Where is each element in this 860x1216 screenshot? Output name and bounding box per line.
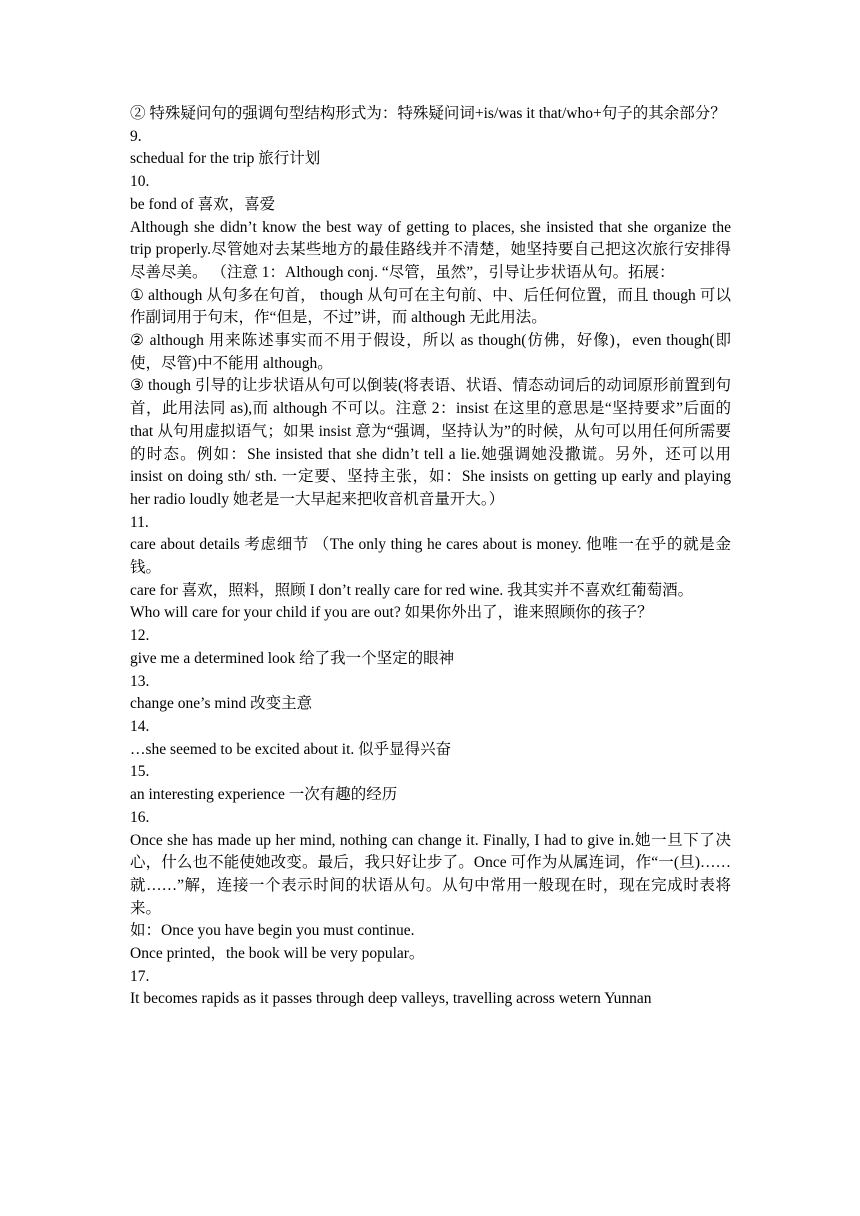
paragraph-emphatic-question: ② 特殊疑问句的强调句型结构形式为：特殊疑问词+is/was it that/who+句子的其余部分？ bbox=[130, 105, 726, 122]
vocab-seemed-excited: …she seemed to be excited about it. 似乎显得兴奋 bbox=[130, 740, 452, 758]
paragraph-once-mind: Once she has made up her mind, nothing can change it. Finally, I had to give in.她一旦下了决心，什么也不能使她改变。最后，我只好让步了。Once 可作为从属连词，作“一(旦)……就……”解，连接一个表示时间的状语从句。从句中常用一般现在时，现在完成时表将来。 bbox=[130, 831, 731, 917]
example-care-for-child: Who will care for your child if you are out? 如果你外出了，谁来照顾你的孩子？ bbox=[130, 604, 653, 622]
item-number-13: 13. bbox=[130, 672, 150, 690]
vocab-care-about-details: care about details 考虑细节 （The only thing he cares about is money. 他唯一在乎的就是金钱。 bbox=[130, 536, 731, 577]
item-number-15: 15. bbox=[130, 763, 150, 781]
vocab-be-fond-of: be fond of 喜欢，喜爱 bbox=[130, 195, 276, 213]
note-although-1: ① although 从句多在句首， though 从句可在主句前、中、后任何位置，而且 though 可以作副词用于句末，作“但是，不过”讲，而 although 无此用法。 bbox=[130, 286, 731, 327]
vocab-schedual-for-the-trip: schedual for the trip 旅行计划 bbox=[130, 150, 321, 168]
example-once-printed: Once printed，the book will be very popular。 bbox=[130, 945, 425, 963]
paragraph-rapids: It becomes rapids as it passes through deep valleys, travelling across wetern Yunnan bbox=[130, 990, 652, 1008]
item-number-11: 11. bbox=[130, 513, 149, 531]
vocab-change-ones-mind: change one’s mind 改变主意 bbox=[130, 695, 313, 713]
item-number-9: 9. bbox=[130, 127, 142, 145]
vocab-determined-look: give me a determined look 给了我一个坚定的眼神 bbox=[130, 649, 455, 667]
example-once-begin: 如：Once you have begin you must continue. bbox=[130, 922, 415, 940]
item-number-14: 14. bbox=[130, 717, 150, 735]
note-though-3-insist: ③ though 引导的让步状语从句可以倒装(将表语、状语、情态动词后的动词原形前置到句首，此用法同 as),而 although 不可以。注意 2：insist 在这里的意思是“坚持要求”后面的 that 从句用虚拟语气；如果 insist 意为“强调，坚持认为”的时候，从句可以用任何所需要的时态。例如：She insisted that she didn’t tell a lie.她强调她没撒谎。另外，还可以用 insist on doing sth/ sth. 一定要、坚持主张，如：She insists on getting up early and playing her radio loudly 她老是一大早起来把收音机音量开大。） bbox=[130, 377, 731, 508]
vocab-interesting-experience: an interesting experience 一次有趣的经历 bbox=[130, 786, 398, 804]
item-number-10: 10. bbox=[130, 173, 150, 191]
item-number-12: 12. bbox=[130, 627, 150, 645]
vocab-care-for: care for 喜欢，照料，照顾 I don’t really care for red wine. 我其实并不喜欢红葡萄酒。 bbox=[130, 581, 694, 599]
item-number-17: 17. bbox=[130, 967, 150, 985]
paragraph-although-insist: Although she didn’t know the best way of getting to places, she insisted that she organize the trip properly.尽管她对去某些地方的最佳路线并不清楚，她坚持要自己把这次旅行安排得尽善尽美。 （注意 1：Although conj. “尽管，虽然”，引导让步状语从句。拓展： bbox=[130, 218, 731, 281]
note-although-2: ② although 用来陈述事实而不用于假设，所以 as though(仿佛，好像)，even though(即使，尽管)中不能用 although。 bbox=[130, 332, 731, 372]
item-number-16: 16. bbox=[130, 808, 150, 826]
